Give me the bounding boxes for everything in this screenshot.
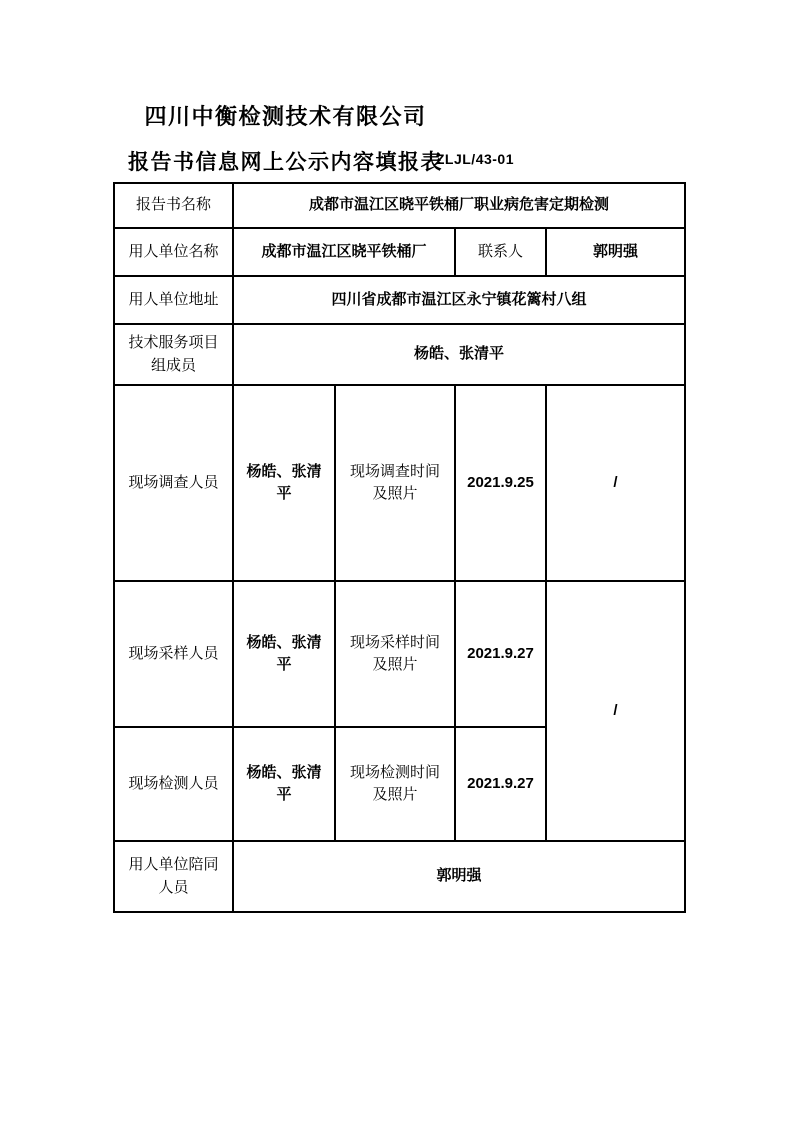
form-code: ZLJL/43-01 bbox=[435, 151, 514, 167]
site-sampling-time-value: 2021.9.27 bbox=[455, 581, 546, 727]
row-site-survey bbox=[114, 385, 685, 581]
site-survey-time-value: 2021.9.25 bbox=[455, 385, 546, 581]
row-project-team bbox=[114, 324, 685, 385]
employer-address-label: 用人单位地址 bbox=[114, 276, 233, 324]
site-testing-personnel: 杨皓、张清平 bbox=[233, 727, 335, 841]
row-report-name bbox=[114, 183, 685, 228]
site-sampling-label: 现场采样人员 bbox=[114, 581, 233, 727]
report-info-table bbox=[113, 182, 686, 913]
row-site-sampling bbox=[114, 581, 685, 727]
employer-name-value: 成都市温江区晓平铁桶厂 bbox=[233, 228, 455, 276]
subtitle-row bbox=[0, 146, 571, 174]
contact-value: 郭明强 bbox=[546, 228, 685, 276]
contact-label: 联系人 bbox=[455, 228, 546, 276]
employer-name-label: 用人单位名称 bbox=[114, 228, 233, 276]
project-team-label: 技术服务项目组成员 bbox=[114, 324, 233, 385]
report-name-value: 成都市温江区晓平铁桶厂职业病危害定期检测 bbox=[233, 183, 685, 228]
row-employer-address bbox=[114, 276, 685, 324]
site-survey-personnel: 杨皓、张清平 bbox=[233, 385, 335, 581]
report-name-label: 报告书名称 bbox=[114, 183, 233, 228]
site-survey-label: 现场调查人员 bbox=[114, 385, 233, 581]
escort-label: 用人单位陪同人员 bbox=[114, 841, 233, 912]
row-employer-name bbox=[114, 228, 685, 276]
project-team-value: 杨皓、张清平 bbox=[233, 324, 685, 385]
escort-value: 郭明强 bbox=[233, 841, 685, 912]
site-survey-photo-cell: / bbox=[546, 385, 685, 581]
site-survey-time-label: 现场调查时间及照片 bbox=[335, 385, 455, 581]
site-sampling-personnel: 杨皓、张清平 bbox=[233, 581, 335, 727]
site-testing-time-label: 现场检测时间及照片 bbox=[335, 727, 455, 841]
site-testing-time-value: 2021.9.27 bbox=[455, 727, 546, 841]
site-sampling-time-label: 现场采样时间及照片 bbox=[335, 581, 455, 727]
form-title: 报告书信息网上公示内容填报表 bbox=[128, 151, 443, 174]
company-title: 四川中衡检测技术有限公司 bbox=[144, 104, 427, 129]
employer-address-value: 四川省成都市温江区永宁镇花篱村八组 bbox=[233, 276, 685, 324]
site-sampling-photo-cell: / bbox=[546, 581, 685, 841]
site-testing-label: 现场检测人员 bbox=[114, 727, 233, 841]
row-escort bbox=[114, 841, 685, 912]
